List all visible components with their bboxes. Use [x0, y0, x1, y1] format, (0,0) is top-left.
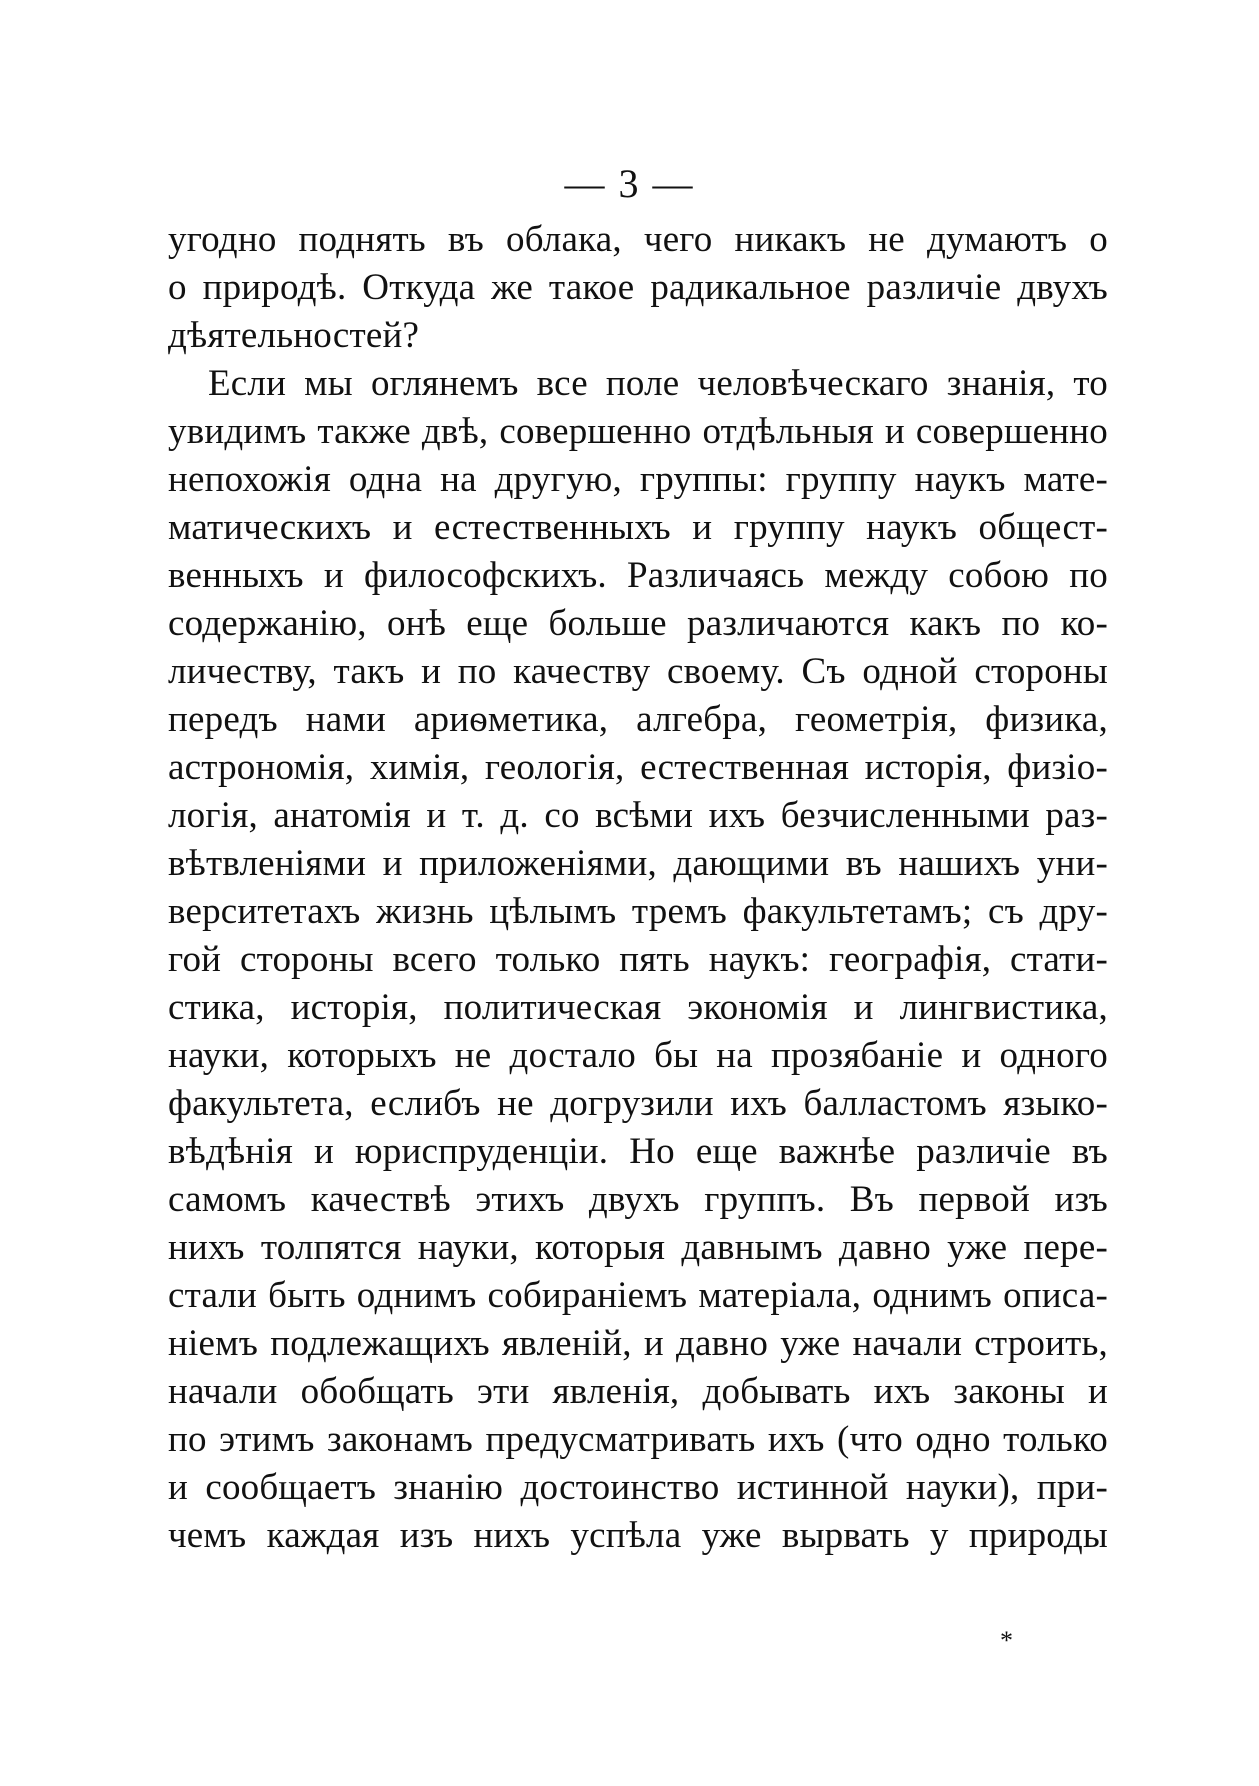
- text-line-11: передъ нами ариѳметика, алгебра, геометрія, физика,: [168, 699, 1108, 740]
- text-line-9: содержанію, онѣ еще больше различаются какъ по ко-: [168, 603, 1108, 644]
- text-line-18: науки, которыхъ не достало бы на прозябаніе и одного: [168, 1035, 1108, 1076]
- text-line-6: непохожія одна на другую, группы: группу наукъ мате-: [168, 459, 1108, 500]
- signature-mark: *: [1000, 1626, 1013, 1655]
- text-line-22: нихъ толпятся науки, которыя давнымъ давно уже пере-: [168, 1227, 1108, 1268]
- text-line-4: Если мы оглянемъ все поле человѣческаго знанія, то: [208, 363, 1108, 404]
- text-line-23: стали быть однимъ собираніемъ матеріала, однимъ описа-: [168, 1275, 1108, 1316]
- text-line-7: матическихъ и естественныхъ и группу наукъ общест-: [168, 507, 1108, 548]
- text-line-13: логія, анатомія и т. д. со всѣми ихъ безчисленными раз-: [168, 795, 1108, 836]
- text-line-12: астрономія, химія, геологія, естественная исторія, физіо-: [168, 747, 1108, 788]
- text-line-17: стика, исторія, политическая экономія и лингвистика,: [168, 987, 1108, 1028]
- text-line-25: начали обобщать эти явленія, добывать ихъ законы и: [168, 1371, 1108, 1412]
- text-line-8: венныхъ и философскихъ. Различаясь между собою по: [168, 555, 1108, 596]
- text-line-19: факультета, еслибъ не догрузили ихъ балластомъ языко-: [168, 1083, 1108, 1124]
- text-line-16: гой стороны всего только пять наукъ: географія, стати-: [168, 939, 1108, 980]
- page-number: — 3 —: [564, 161, 695, 206]
- text-line-3: дѣятельностей?: [168, 315, 420, 356]
- text-line-26: по этимъ законамъ предусматривать ихъ (что одно только: [168, 1419, 1108, 1460]
- text-line-15: верситетахъ жизнь цѣлымъ тремъ факультетамъ; съ дру-: [168, 891, 1108, 932]
- text-line-21: самомъ качествѣ этихъ двухъ группъ. Въ первой изъ: [168, 1179, 1108, 1220]
- text-line-20: вѣдѣнія и юриспруденціи. Но еще важнѣе различіе въ: [168, 1131, 1108, 1172]
- text-line-28: чемъ каждая изъ нихъ успѣла уже вырвать у природы: [168, 1515, 1108, 1556]
- text-line-5: увидимъ также двѣ, совершенно отдѣльныя и совершенно: [168, 411, 1108, 452]
- text-line-24: ніемъ подлежащихъ явленій, и давно уже начали строить,: [168, 1323, 1108, 1364]
- text-line-27: и сообщаетъ знанію достоинство истинной науки), при-: [168, 1467, 1108, 1508]
- text-line-10: личеству, такъ и по качеству своему. Съ одной стороны: [168, 651, 1108, 692]
- text-line-1: угодно поднять въ облака, чего никакъ не думаютъ о: [168, 219, 1108, 260]
- text-line-2: о природѣ. Откуда же такое радикальное различіе двухъ: [168, 267, 1108, 308]
- text-line-14: вѣтвленіями и приложеніями, дающими въ нашихъ уни-: [168, 843, 1108, 884]
